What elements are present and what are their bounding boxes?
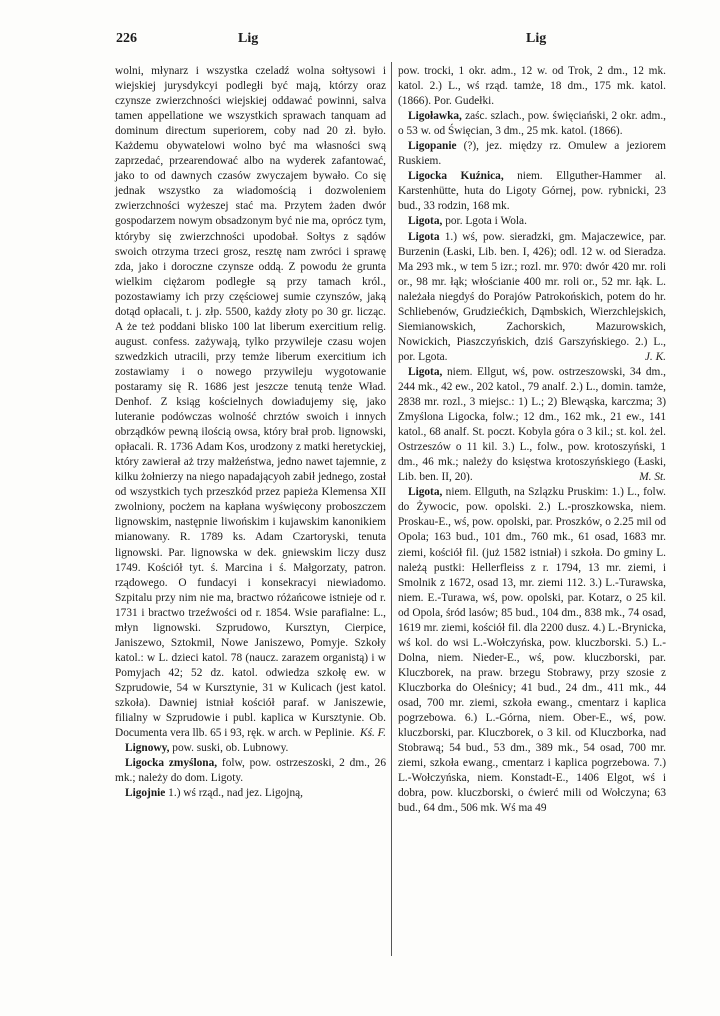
author-signature: J. K. (644, 350, 666, 363)
entry-headword: Lignowy, (125, 742, 170, 755)
entry-paragraph: Ligota, por. Lgota i Wola. (408, 215, 527, 228)
right-column (398, 64, 666, 816)
left-running-head: Lig (238, 31, 259, 46)
entry-paragraph: wolni, młynarz i wszystka czeladź wolna sołtysowi i wiejskiej jurysdykcyi podległi być mają, którzy oraz czynsze zwierzchności wiejskiej oddawać powinni, salva tamen appellatione we wszystkich sprawach tanquam ad dominum directum superiorem, coby nad 20 zł. było. Każdemu obywatelowi wolno być ma własności swą zaprzedać, przearendować albo na wyderek zafantować, jako to od dawnych czasów zwyczajem bywało. Co się jednak wszystko za wiadomością i dozwoleniem zwierzchności wyżeszej stać ma. Przytem żaden dwór gospodarzem nowym obsadzonym być nie ma, oprócz tym, któryby się zwierzchności upodobał. Sołtys z sądów swoich otrzyma trzeci grosz, resztę nam zwróci i sprawę zda, jako i doroczne czynsze oddą. Z powodu że grunta wielkim ciężarom podległe są przy tamach król., pozostawiamy ich przy częściowej sumie czynszów, jaką dotąd opłacali, t. j. złp. 5500, każdy złoty po 30 gr. licząc. A że też poddani blisko 100 lat liberum exercitium relig. august. confess. zażywają, tylko przywileje czasu wojen szwedzkich utracili, przy temże liberum exercitium ich zostawiamy i o nowego przywileju wygotowanie postaramy się R. 1686 jest jeszcze tenutą tenże Wład. Denhof. Z ksiąg kościelnych dowiadujemy się, jako luteranie podówczas wolność chrztów swoich i innych obrządków pewną ilością owsa, który brał prob. lignowski, opłacali. R. 1736 Adam Kos, urodzony z matki heretyckiej, który zawierał aż trzy małżeństwa, jedno nawet tajemnie, z kilku żołnierzy na niego napadającyoh zabił jednego, został od wszystkich tych przeszkód przez papieża Klemensa XII zwolniony, pocżem na kapłana wyświęcony proboszczem lignowskim, następnie liwońskim i kujawskim kanonikiem mianowany. R. 1789 ks. Adam Czartoryski, tenuta lignowski. Par. lignowska w dek. gniewskim liczy dusz 1749. Kościół tyt. ś. Marcina i ś. Małgorzaty, patron. rządowego. O fundacyi i konsekracyi niewiadomo. Szpitalu przy nim nie ma, bractwo różańcowe istnieje od r. 1731 i bractwo trzeźwości od r. 1854. Wsie parafialne: L., młyn lignowski. Szprudowo, Kursztyn, Cierpice, Janiszewo, Sztokmil, Nowe Janiszewo, Pomyje. Szkoły katol.: w L. dzieci katol. 78 (naucz. zarazem organistą) i w Pomyjach 42; 52 dz. katol. odwiedza szkołę ew. w Szprudowie, 54 w Kursztynie, 31 w Kulicach (jest katol. szkoła). Dawniej istniał kościół paraf. w Janiszewie, filialny w Szprudowie i publ. kaplica w Kursztynie. Ob. Documenta vera llb. 65 i 93, ręk. w arch. w Peplinie. Kś. F. (115, 64, 386, 741)
author-signature: Kś. F. (360, 727, 386, 740)
entry-paragraph: Ligocka Kuźnica, niem. Ellguther-Hammer al. Karstenhütte, huta do Ligoty Górnej, pow. rybnicki, 23 bud., 33 rodzin, 168 mk. (398, 170, 666, 213)
entry-paragraph: pow. trocki, 1 okr. adm., 12 w. od Trok, 2 dm., 12 mk. katol. 2.) L., wś rząd. tamże, 18 dm., 175 mk. katol. (1866). Por. Gudełki. (398, 65, 666, 108)
right-running-head: Lig (526, 31, 547, 46)
entry-headword: Ligocka Kuźnica, (408, 170, 504, 183)
entry-headword: Ligojnie (125, 787, 166, 800)
entry-paragraph: Ligota 1.) wś, pow. sieradzki, gm. Majaczewice, par. Burzenin (Łaski, Lib. ben. I, 426); odl. 12 w. od Sieradza. Ma 293 mk., w tem 5 izr.; rozl. mr. 970: dwór 420 mr. roli or., 98 mr. łąk; włościanie 400 mr. roli or., 52 mr. łąk. L. należała niegdyś do Porajów Patrokońskich, potem do hr. Schliebenów, Grudziećkich, Dąmbskich, Wierzchlejskich, Siemianowskich, Zachorskich, Mazurowskich, Nowickich, Piaszczyńskich, dziś Garszyńskiego. 2.) L., por. Lgota. J. K. (398, 230, 666, 365)
page-number: 226 (116, 31, 137, 46)
entry-paragraph: Ligoławka, zaśc. szlach., pow. święciański, 2 okr. adm., o 53 w. od Święcian, 3 dm., 25 mk. katol. (1866). (398, 110, 666, 138)
entry-headword: Ligota, (408, 365, 443, 378)
entry-headword: Ligocka zmyślona, (125, 757, 218, 770)
column-divider (391, 62, 392, 956)
entry-paragraph: Ligota, niem. Ellgut, wś, pow. ostrzeszowski, 34 dm., 244 mk., 42 ew., 202 katol., 79 analf. 2.) L., domin. tamże, 2838 mr. rozl., 3 miejsc.: 1) L.; 2) Blewąska, karczma; 3) Zmyślona Ligocka, folw.; 12 dm., 162 mk., 21 ew., 141 katol., 68 analf. St. poczt. Kobyla góra o 3 kil.; st. kol. żel. Ostrzeszów o 11 kil. 3.) L., folw., pow. krotoszyński, 1 dm., 46 mk.; należy do księstwa krotoszyńskiego (Łaski, Lib. ben. II, 20). M. St. (398, 365, 666, 485)
entry-headword: Ligota, (408, 215, 443, 228)
entry-headword: Ligota (408, 230, 440, 243)
author-signature: M. St. (639, 471, 666, 484)
entry-paragraph: Ligojnie 1.) wś rząd., nad jez. Ligojną, (125, 787, 303, 800)
left-column (115, 64, 386, 801)
entry-paragraph: Ligopanie (?), jez. między rz. Omulew a jeziorem Ruskiem. (398, 140, 666, 168)
entry-paragraph: Ligota, niem. Ellguth, na Szlązku Pruskim: 1.) L., folw. do Żywocic, pow. opolski. 2.) L.-proszkowska, niem. Proskau-E., wś, pow. opolski, par. Proszków, o 2.25 mil od Opola; 163 bud., 101 dm., 760 mk., 61 osad, 1683 mr. ziemi, kościół fil. (już 1582 istniał) i szkoła. Do gminy L. należą pustki: Hellerfleiss z r. 1794, 13 mr. ziemi, i Smolnik z 1672, osad 13, mr. ziemi 112. 3.) L.-Turawska, niem. E.-Turawa, wś, pow. opolski, par. Kotarz, o 25 kil. od Opola, śród lasów; 85 bud., 104 dm., 838 mk., 74 osad, 1619 mr. ziemi, kościół fil. dla 2200 dusz. 4.) L.-Brynicka, wś kol. do wsi L.-Wołczyńska, pow. kluczborski. 5.) L.-Dolna, niem. Nieder-E., wś, pow. kluczborski, par. Kluczborek, na praw. brzegu Stobrawy, przy szosie z Kluczborka do Oleśnicy; 41 bud., 24 dm., 411 mk., 44 osad, 700 mr. ziemi, szkoła ewang., cmentarz i kaplica pogrzebowa. 6.) L.-Górna, niem. Ober-E., wś, pow. kluczborski, par. Kluczborek, o 3 kil. od Kluczborka, nad Stobrawą; 54 bud., 53 dm., 389 mk., 54 osad, 700 mr. ziemi, szkoła ewang., cmentarz i kaplica pogrzebowa. 7.) L.-Wołczyńska, niem. Konstadt-E., 1406 Elgot, wś i dobra, pow. kluczborski, o ćwierć mili od Wołczyna; 63 bud., 64 dm., 506 mk. Wś ma 49 (398, 486, 666, 815)
entry-headword: Ligota, (408, 486, 443, 499)
entry-headword: Ligoławka, (408, 110, 462, 123)
entry-headword: Ligopanie (408, 140, 457, 153)
entry-paragraph: Ligocka zmyślona, folw, pow. ostrzeszoski, 2 dm., 26 mk.; należy do dom. Ligoty. (115, 757, 386, 785)
entry-paragraph: Lignowy, pow. suski, ob. Lubnowy. (125, 742, 289, 755)
